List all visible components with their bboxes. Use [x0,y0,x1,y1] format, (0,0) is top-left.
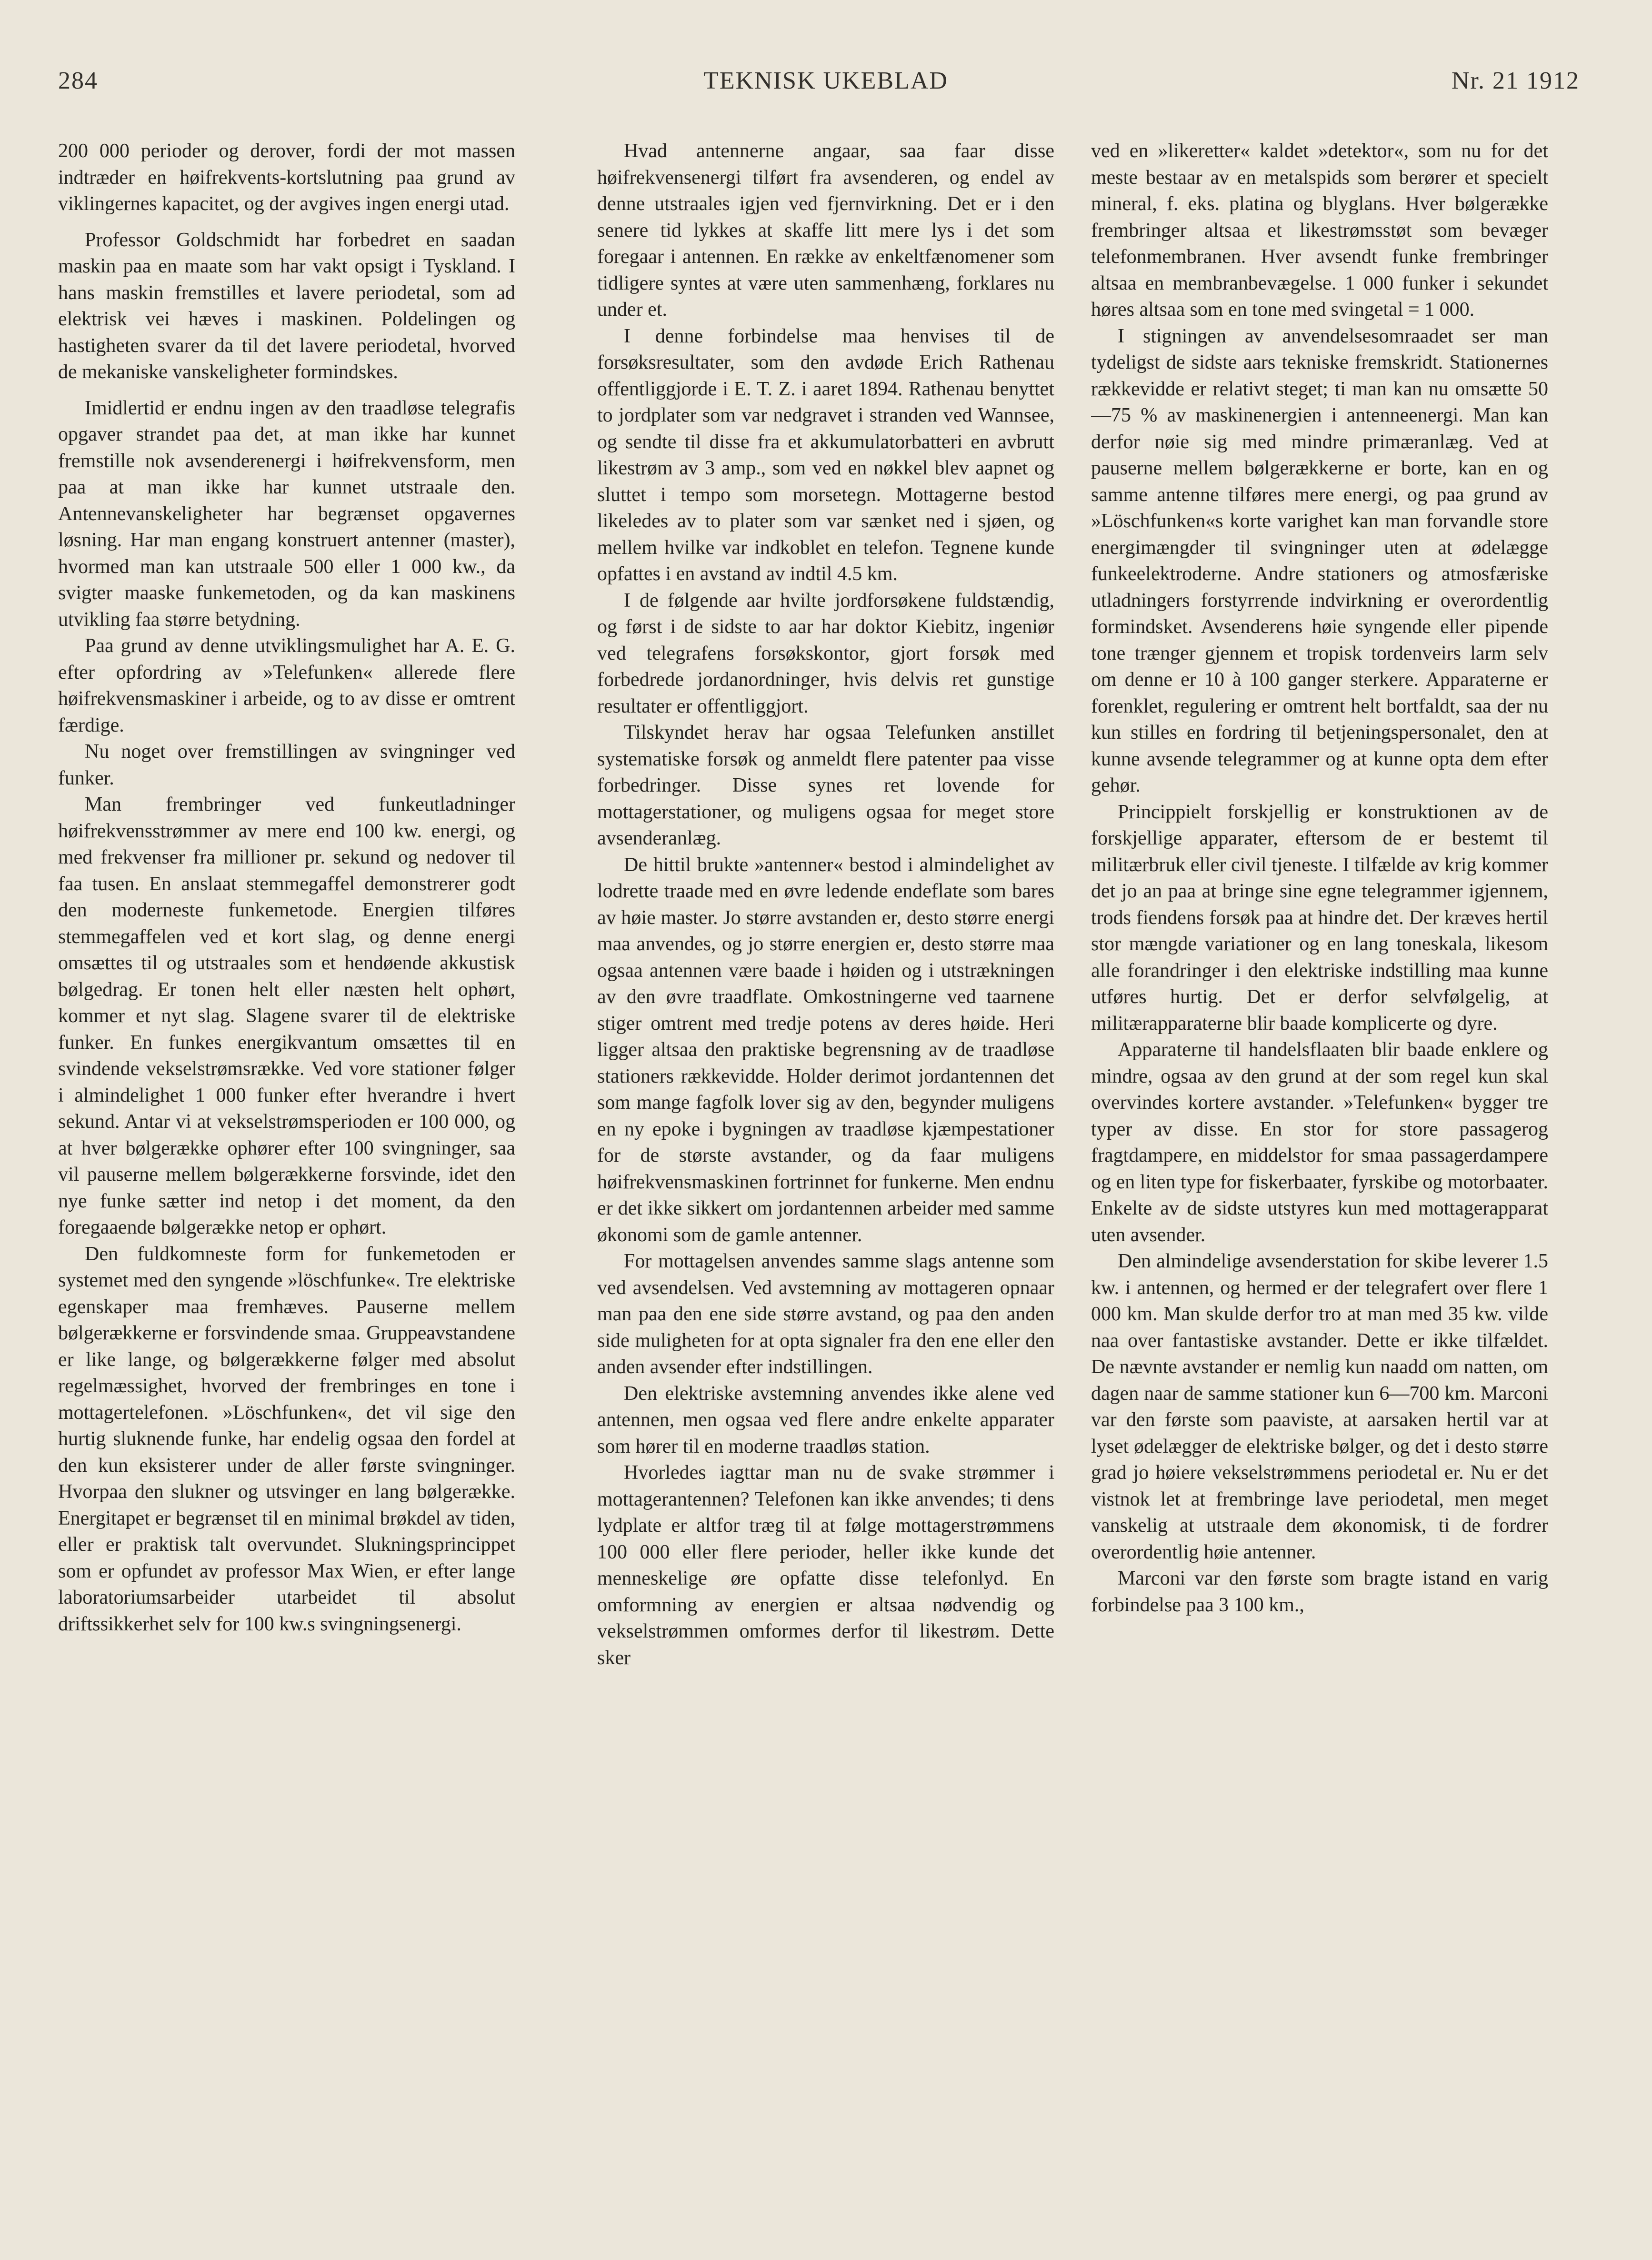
paragraph: Tilskyndet herav har ogsaa Telefunken anstillet systematiske forsøk og anmeldt flere patenter paa visse forbedringer. Disse synes ret lovende for mottagerstationer, og muligens ogsaa for meget store avsenderanlæg. [597,722,1054,849]
paragraph: I denne forbindelse maa henvises til de forsøksresultater, som den avdøde Erich Rathenau offentliggjorde i E. T. Z. i aaret 1894. Rathenau benyttet to jordplater som var nedgravet i stranden ved Wannsee, og sendte til disse fra et akkumulatorbatteri en avbrutt likestrøm av 3 amp., som ved en nøkkel blev aapnet og sluttet i tempo som morsetegn. Mottagerne bestod likeledes av to plater som var sænket ned i sjøen, og mellem hvilke var indkoblet en telefon. Tegnene kunde opfattes i en avstand av indtil 4.5 km. [597,325,1054,585]
journal-title: TEKNISK UKEBLAD [703,67,948,94]
paragraph: Den almindelige avsenderstation for skibe leverer 1.5 kw. i antennen, og hermed er der telegrafert over flere 1 000 km. Man skulde derfor tro at man med 35 kw. vilde naa over fantastiske avstander. Dette er ikke tilfældet. De nævnte avstander er nemlig kun naadd om natten, om dagen naar de samme stationer kun 6—700 km. Marconi var den første som paaviste, at aarsaken hertil var at lyset ødelægger de elektriske bølger, og det i desto større grad jo høiere vekselstrømmens periodetal er. Nu er det vistnok let at frembringe lave periodetal, men meget vanskelig at utstraale dem økonomisk, ti de fordrer overordentlig høie antenner. [1091,1250,1548,1563]
paragraph: Man frembringer ved funkeutladninger høifrekvensstrømmer av mere end 100 kw. energi, og med frekvenser fra millioner pr. sekund og nedover til faa tusen. En anslaat stemmegaffel demonstrerer godt den moderneste funkemetode. Energien tilføres stemmegaffelen ved et kort slag, og denne energi omsættes til og utstraales som et hendøende akkustisk bølgedrag. Er tonen helt eller næsten helt ophørt, kommer et nyt slag. Slagene svarer til de elektriske funker. En funkes energikvantum omsættes til en svindende vekselstrømsrække. Ved vore stationer følger i almindelighet 1 000 funker efter hverandre i hvert sekund. Antar vi at vekselstrømsperioden er 100 000, og at hver bølgerække ophører efter 100 svingninger, saa vil pauserne mellem bølgerækkerne forsvinde, idet den nye funke sætter ind netop i det moment, da den foregaaende bølgerække netop er ophørt. [58,794,515,1238]
issue-number: Nr. 21 1912 [1452,67,1580,94]
text-column-2 [597,138,1054,2205]
paragraph: I stigningen av anvendelsesomraadet ser man tydeligst de sidste aars tekniske fremskridt. Stationernes rækkevidde er relativt steget; ti man kan nu omsætte 50—75 % av maskinenergien i antenneenergi. Man kan derfor nøie sig med mindre primæranlæg. Ved at pauserne mellem bølgerækkerne er borte, kan en og samme antenne tilføres mere energi, og paa grund av »Löschfunken«s korte varighet kan man forvandle store energimængder til svingninger uten at ødelægge funkeelektroderne. Andre stationers og atmosfæriske utladningers forstyrrende indvirkning er overordentlig formindsket. Avsenderens høie syngende eller pipende tone trænger gjennem et tropisk tordenveirs larm selv om denne er 10 à 100 ganger sterkere. Apparaterne er forenklet, regulering er omtrent helt bortfaldt, saa der nu kun stilles en fordring til betjeningspersonalet, den at kunne avsende telegrammer og at kunne opta dem efter gehør. [1091,325,1548,796]
paragraph: Hvad antennerne angaar, saa faar disse høifrekvensenergi tilført fra avsenderen, og endel av denne utstraales igjen ved fjernvirkning. Det er i den senere tid lykkes at skaffe litt mere lys i det som foregaar i antennen. En række av enkeltfænomener som tidligere syntes at være uten sammenhæng, forklares nu under et. [597,140,1054,321]
paragraph: ved en »likeretter« kaldet »detektor«, som nu for det meste bestaar av en metalspids som berører et specielt mineral, f. eks. platina og blyglans. Hver bølgerække frembringer altsaa et likestrømsstøt som bevæger telefonmembranen. Hver avsendt funke frembringer altsaa en membranbevægelse. 1 000 funker i sekundet høres altsaa som en tone med svingetal = 1 000. [1091,140,1548,321]
paragraph: De hittil brukte »antenner« bestod i almindelighet av lodrette traade med en øvre ledende endeflate som bares av høie master. Jo større avstanden er, desto større energi maa anvendes, og jo større energien er, desto større maa ogsaa antennen være baade i høiden og i utstrækningen av den øvre traadflate. Omkostningerne ved taarnene stiger omtrent med tredje potens av deres høide. Heri ligger altsaa den praktiske begrensning av de traadløse stationers rækkevidde. Holder derimot jordantennen det som mange fagfolk lover sig av den, begynder muligens en ny epoke i bygningen av traadløse kjæmpestationer for de største avstander, og da faar muligens høifrekvensmaskinen fortrinnet for funkerne. Men endnu er det ikke sikkert om jordantennen arbeider med samme økonomi som de gamle antenner. [597,854,1054,1246]
paragraph: Professor Goldschmidt har forbedret en saadan maskin paa en maate som har vakt opsigt i Tyskland. I hans maskin fremstilles et lavere periodetal, som ad elektrisk vei hæves i maskinen. Poldelingen og hastigheten svarer da til det lavere periodetal, hvorved de mekaniske vanskeligheter formindskes. [58,229,515,383]
paragraph: Paa grund av denne utviklingsmulighet har A. E. G. efter opfordring av »Telefunken« allerede flere høifrekvensmaskiner i arbeide, og to av disse er omtrent færdige. [58,635,515,736]
paragraph: I de følgende aar hvilte jordforsøkene fuldstændig, og først i de sidste to aar har doktor Kiebitz, ingeniør ved telegrafens forsøkskontor, gjort forsøk med forbedrede jordanordninger, hvis delvis ret gunstige resultater er offentliggjort. [597,589,1054,717]
page-header [0,67,1652,105]
paragraph: Den elektriske avstemning anvendes ikke alene ved antennen, men ogsaa ved flere andre enkelte apparater som hører til en moderne traadløs station. [597,1382,1054,1457]
text-column-3 [1091,138,1548,2205]
paragraph: For mottagelsen anvendes samme slags antenne som ved avsendelsen. Ved avstemning av mottageren opnaar man paa den ene side større avstand, og paa den anden side muligheten for at opta signaler fra den ene eller den anden avsender efter indstillingen. [597,1250,1054,1378]
paragraph: Imidlertid er endnu ingen av den traadløse telegrafis opgaver strandet paa det, at man ikke har kunnet fremstille nok avsenderenergi i høifrekvensform, men paa at man ikke har kunnet utstraale den. Antennevanskeligheter har begrænset opgavernes løsning. Har man engang konstruert antenner (master), hvormed man kan utstraale 500 eller 1 000 kw., da svigter maaske funkemetoden, og da kan maskinens utvikling faa større betydning. [58,397,515,631]
paragraph: Marconi var den første som bragte istand en varig forbindelse paa 3 100 km., [1091,1567,1548,1616]
paragraph: Princippielt forskjellig er konstruktionen av de forskjellige apparater, eftersom de er bestemt til militærbruk eller civil tjeneste. I tilfælde av krig kommer det jo an paa at bringe sine egne telegrammer igjennem, trods fiendens forsøk paa at hindre det. Der kræves hertil stor mængde variationer og en lang toneskala, likesom alle forandringer i den elektriske indstilling maa kunne utføres hurtig. Det er derfor selvfølgelig, at militærapparaterne blir baade komplicerte og dyre. [1091,801,1548,1035]
paragraph: Nu noget over fremstillingen av svingninger ved funker. [58,741,515,789]
page-number: 284 [58,67,98,94]
text-column-1 [58,138,515,2205]
paragraph: Hvorledes iagttar man nu de svake strømmer i mottagerantennen? Telefonen kan ikke anvendes; ti dens lydplate er altfor træg til at følge mottagerstrømmens 100 000 eller flere perioder, heller ikke kunde det menneskelige øre opfatte disse telefonlyd. En omformning av energien er altsaa nødvendig og vekselstrømmen omformes derfor til likestrøm. Dette sker [597,1462,1054,1669]
paragraph: 200 000 perioder og derover, fordi der mot massen indtræder en høifrekvents-kortslutning paa grund av viklingernes kapacitet, og der avgives ingen energi utad. [58,140,515,215]
paragraph: Den fuldkomneste form for funkemetoden er systemet med den syngende »löschfunke«. Tre elektriske egenskaper maa fremhæves. Pauserne mellem bølgerækkerne er forsvindende smaa. Gruppeavstandene er like lange, og bølgerækkerne følger med absolut regelmæssighet, hvorved der frembringes en tone i mottagertelefonen. »Löschfunken«, det vil sige den hurtig sluknende funke, har endelig ogsaa den fordel at den kun eksisterer under de aller første svingninger. Hvorpaa den slukner og utsvinger en lang bølgerække. Energitapet er begrænset til en minimal brøkdel av tiden, eller er praktisk talt overvundet. Slukningsprincippet som er opfundet av professor Max Wien, er efter lange laboratoriumsarbeider utarbeidet til absolut driftssikkerhet selv for 100 kw.s svingningsenergi. [58,1243,515,1635]
paragraph: Apparaterne til handelsflaaten blir baade enklere og mindre, ogsaa av den grund at der som regel kun skal overvindes kortere avstander. »Telefunken« bygger tre typer av disse. En stor for store passagerog fragtdampere, en middelstor for smaa passagerdampere og en liten type for fiskerbaater, fyrskibe og motorbaater. Enkelte av de sidste utstyres kun med mottagerapparat uten avsender. [1091,1039,1548,1246]
